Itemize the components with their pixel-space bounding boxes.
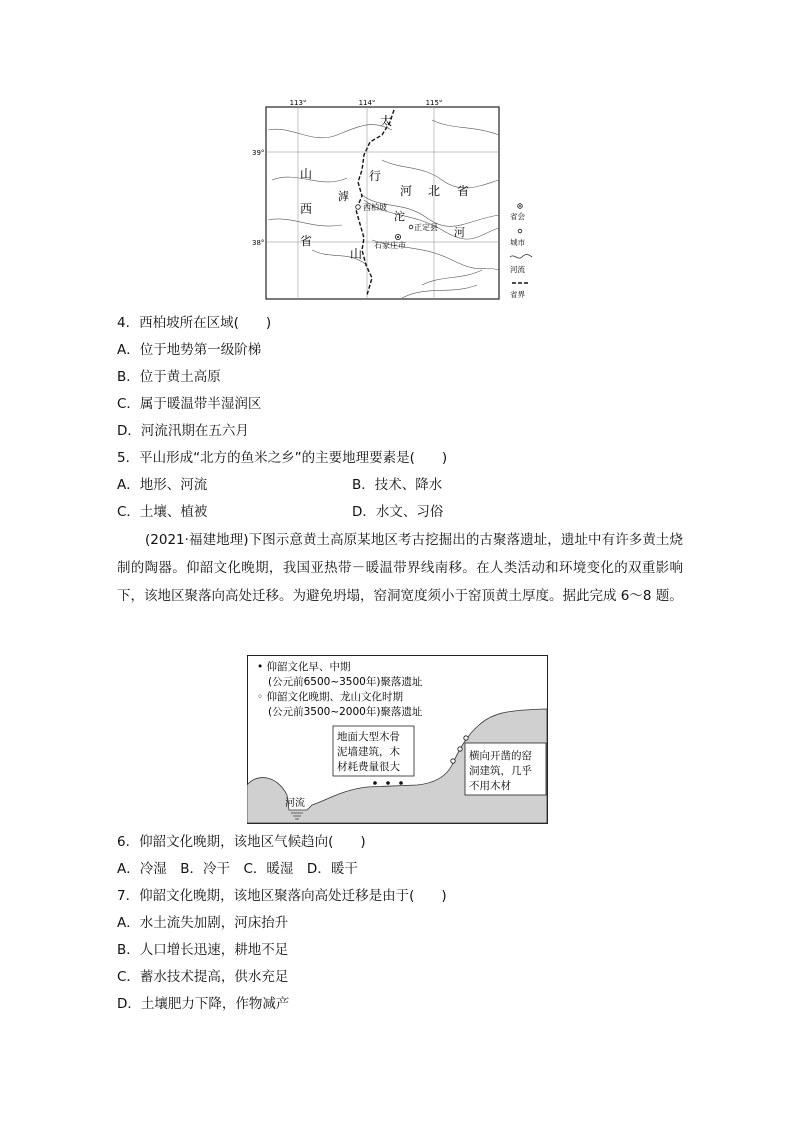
callout-cave-line: 不用木材 bbox=[469, 780, 511, 792]
taihang-label: 行 bbox=[369, 169, 382, 183]
legend-late-line1: ◦ 仰韶文化晚期、龙山文化时期 bbox=[257, 691, 404, 703]
legend-border: 省界 bbox=[510, 290, 525, 299]
early-site-dot bbox=[373, 781, 377, 785]
lat-label: 38° bbox=[252, 239, 265, 247]
shijiazhuang-label: 石家庄市 bbox=[374, 241, 406, 250]
question-5-stem: 5．平山形成“北方的鱼米之乡”的主要地理要素是( ) bbox=[117, 450, 448, 466]
shanxi-label: 山 bbox=[300, 167, 313, 181]
river-icon bbox=[510, 254, 532, 258]
q7-option-c[interactable]: C．蓄水技术提高，供水充足 bbox=[117, 969, 289, 985]
shanxi-label: 西 bbox=[300, 202, 313, 216]
river-label: 河流 bbox=[285, 798, 305, 809]
q5-option-d[interactable]: D．水文、习俗 bbox=[352, 504, 444, 520]
q6-options[interactable]: A．冷湿 B．冷干 C．暖湿 D．暖干 bbox=[117, 861, 358, 877]
hebei-label: 北 bbox=[428, 184, 441, 198]
river-he-label: 河 bbox=[454, 226, 465, 239]
river-tuo-label: 沱 bbox=[394, 210, 405, 223]
callout-cave-line: 横向开凿的窑 bbox=[469, 750, 532, 762]
q7-option-b[interactable]: B．人口增长迅速，耕地不足 bbox=[117, 942, 289, 958]
callout-wood-line: 材耗费量很大 bbox=[337, 761, 400, 773]
q5-option-a[interactable]: A．地形、河流 bbox=[117, 477, 208, 493]
q5-option-c[interactable]: C．土壤、植被 bbox=[117, 504, 208, 520]
callout-wood-line: 泥墙建筑，木 bbox=[337, 746, 400, 758]
late-site-circle bbox=[464, 736, 468, 740]
xibaipo-label: 西柏坡 bbox=[363, 203, 387, 212]
q4-option-d[interactable]: D．河流汛期在五六月 bbox=[117, 423, 249, 439]
taihang-label: 太 bbox=[380, 114, 393, 128]
q7-option-a[interactable]: A．水土流失加剧，河床抬升 bbox=[117, 915, 289, 931]
city-icon bbox=[518, 229, 522, 233]
lat-label: 39° bbox=[252, 149, 265, 157]
late-site-circle bbox=[458, 747, 462, 751]
legend-river: 河流 bbox=[510, 265, 525, 274]
early-site-dot bbox=[386, 781, 390, 785]
lon-label: 115° bbox=[425, 100, 443, 107]
taihang-label: 山 bbox=[350, 247, 363, 261]
q4-option-a[interactable]: A．位于地势第一级阶梯 bbox=[117, 342, 262, 358]
zhengding-marker bbox=[409, 225, 413, 229]
question-7-stem: 7．仰韶文化晚期，该地区聚落向高处迁移是由于( ) bbox=[117, 888, 447, 904]
river-hu-label: 滹 bbox=[338, 190, 349, 203]
q4-option-c[interactable]: C．属于暖温带半湿润区 bbox=[117, 396, 262, 412]
lon-label: 114° bbox=[358, 100, 376, 107]
legend-early-line2: (公元前6500~3500年)聚落遗址 bbox=[268, 676, 423, 688]
legend-city: 城市 bbox=[510, 238, 525, 247]
map-figure bbox=[252, 100, 542, 305]
intro-paragraph: (2021·福建地理)下图示意黄土高原某地区考古挖掘出的古聚落遗址，遗址中有许多黄土烧制的陶器。仰韶文化晚期，我国亚热带－暖温带界线南移。在人类活动和环境变化的双重影响下，该地区聚落向高处迁移。为避免坍塌，窑洞宽度须小于窑顶黄土厚度。据此完成 6～8 题。 bbox=[117, 532, 683, 604]
callout-wood-line: 地面大型木骨 bbox=[337, 731, 400, 743]
xibaipo-marker bbox=[356, 205, 361, 210]
settlement-profile-figure bbox=[247, 655, 548, 824]
map-legend bbox=[510, 204, 532, 299]
zhengding-label: 正定县 bbox=[414, 223, 438, 232]
legend-capital: 省会 bbox=[510, 212, 525, 221]
early-site-dot bbox=[399, 781, 403, 785]
callout-cave-line: 洞建筑，几乎 bbox=[469, 765, 532, 777]
hebei-label: 省 bbox=[457, 184, 470, 198]
q5-option-b[interactable]: B．技术、降水 bbox=[352, 477, 443, 493]
lon-label: 113° bbox=[289, 100, 307, 107]
question-4-stem: 4．西柏坡所在区域( ) bbox=[117, 315, 272, 331]
q7-option-d[interactable]: D．土壤肥力下降，作物减产 bbox=[117, 996, 290, 1012]
shanxi-label: 省 bbox=[300, 234, 313, 248]
legend-late-line2: (公元前3500~2000年)聚落遗址 bbox=[268, 706, 423, 718]
hebei-label: 河 bbox=[400, 184, 413, 198]
late-site-circle bbox=[451, 759, 455, 763]
legend-early-line1: • 仰韶文化早、中期 bbox=[257, 661, 351, 673]
question-6-stem: 6．仰韶文化晚期，该地区气候趋向( ) bbox=[117, 834, 366, 850]
q4-option-b[interactable]: B．位于黄土高原 bbox=[117, 369, 221, 385]
